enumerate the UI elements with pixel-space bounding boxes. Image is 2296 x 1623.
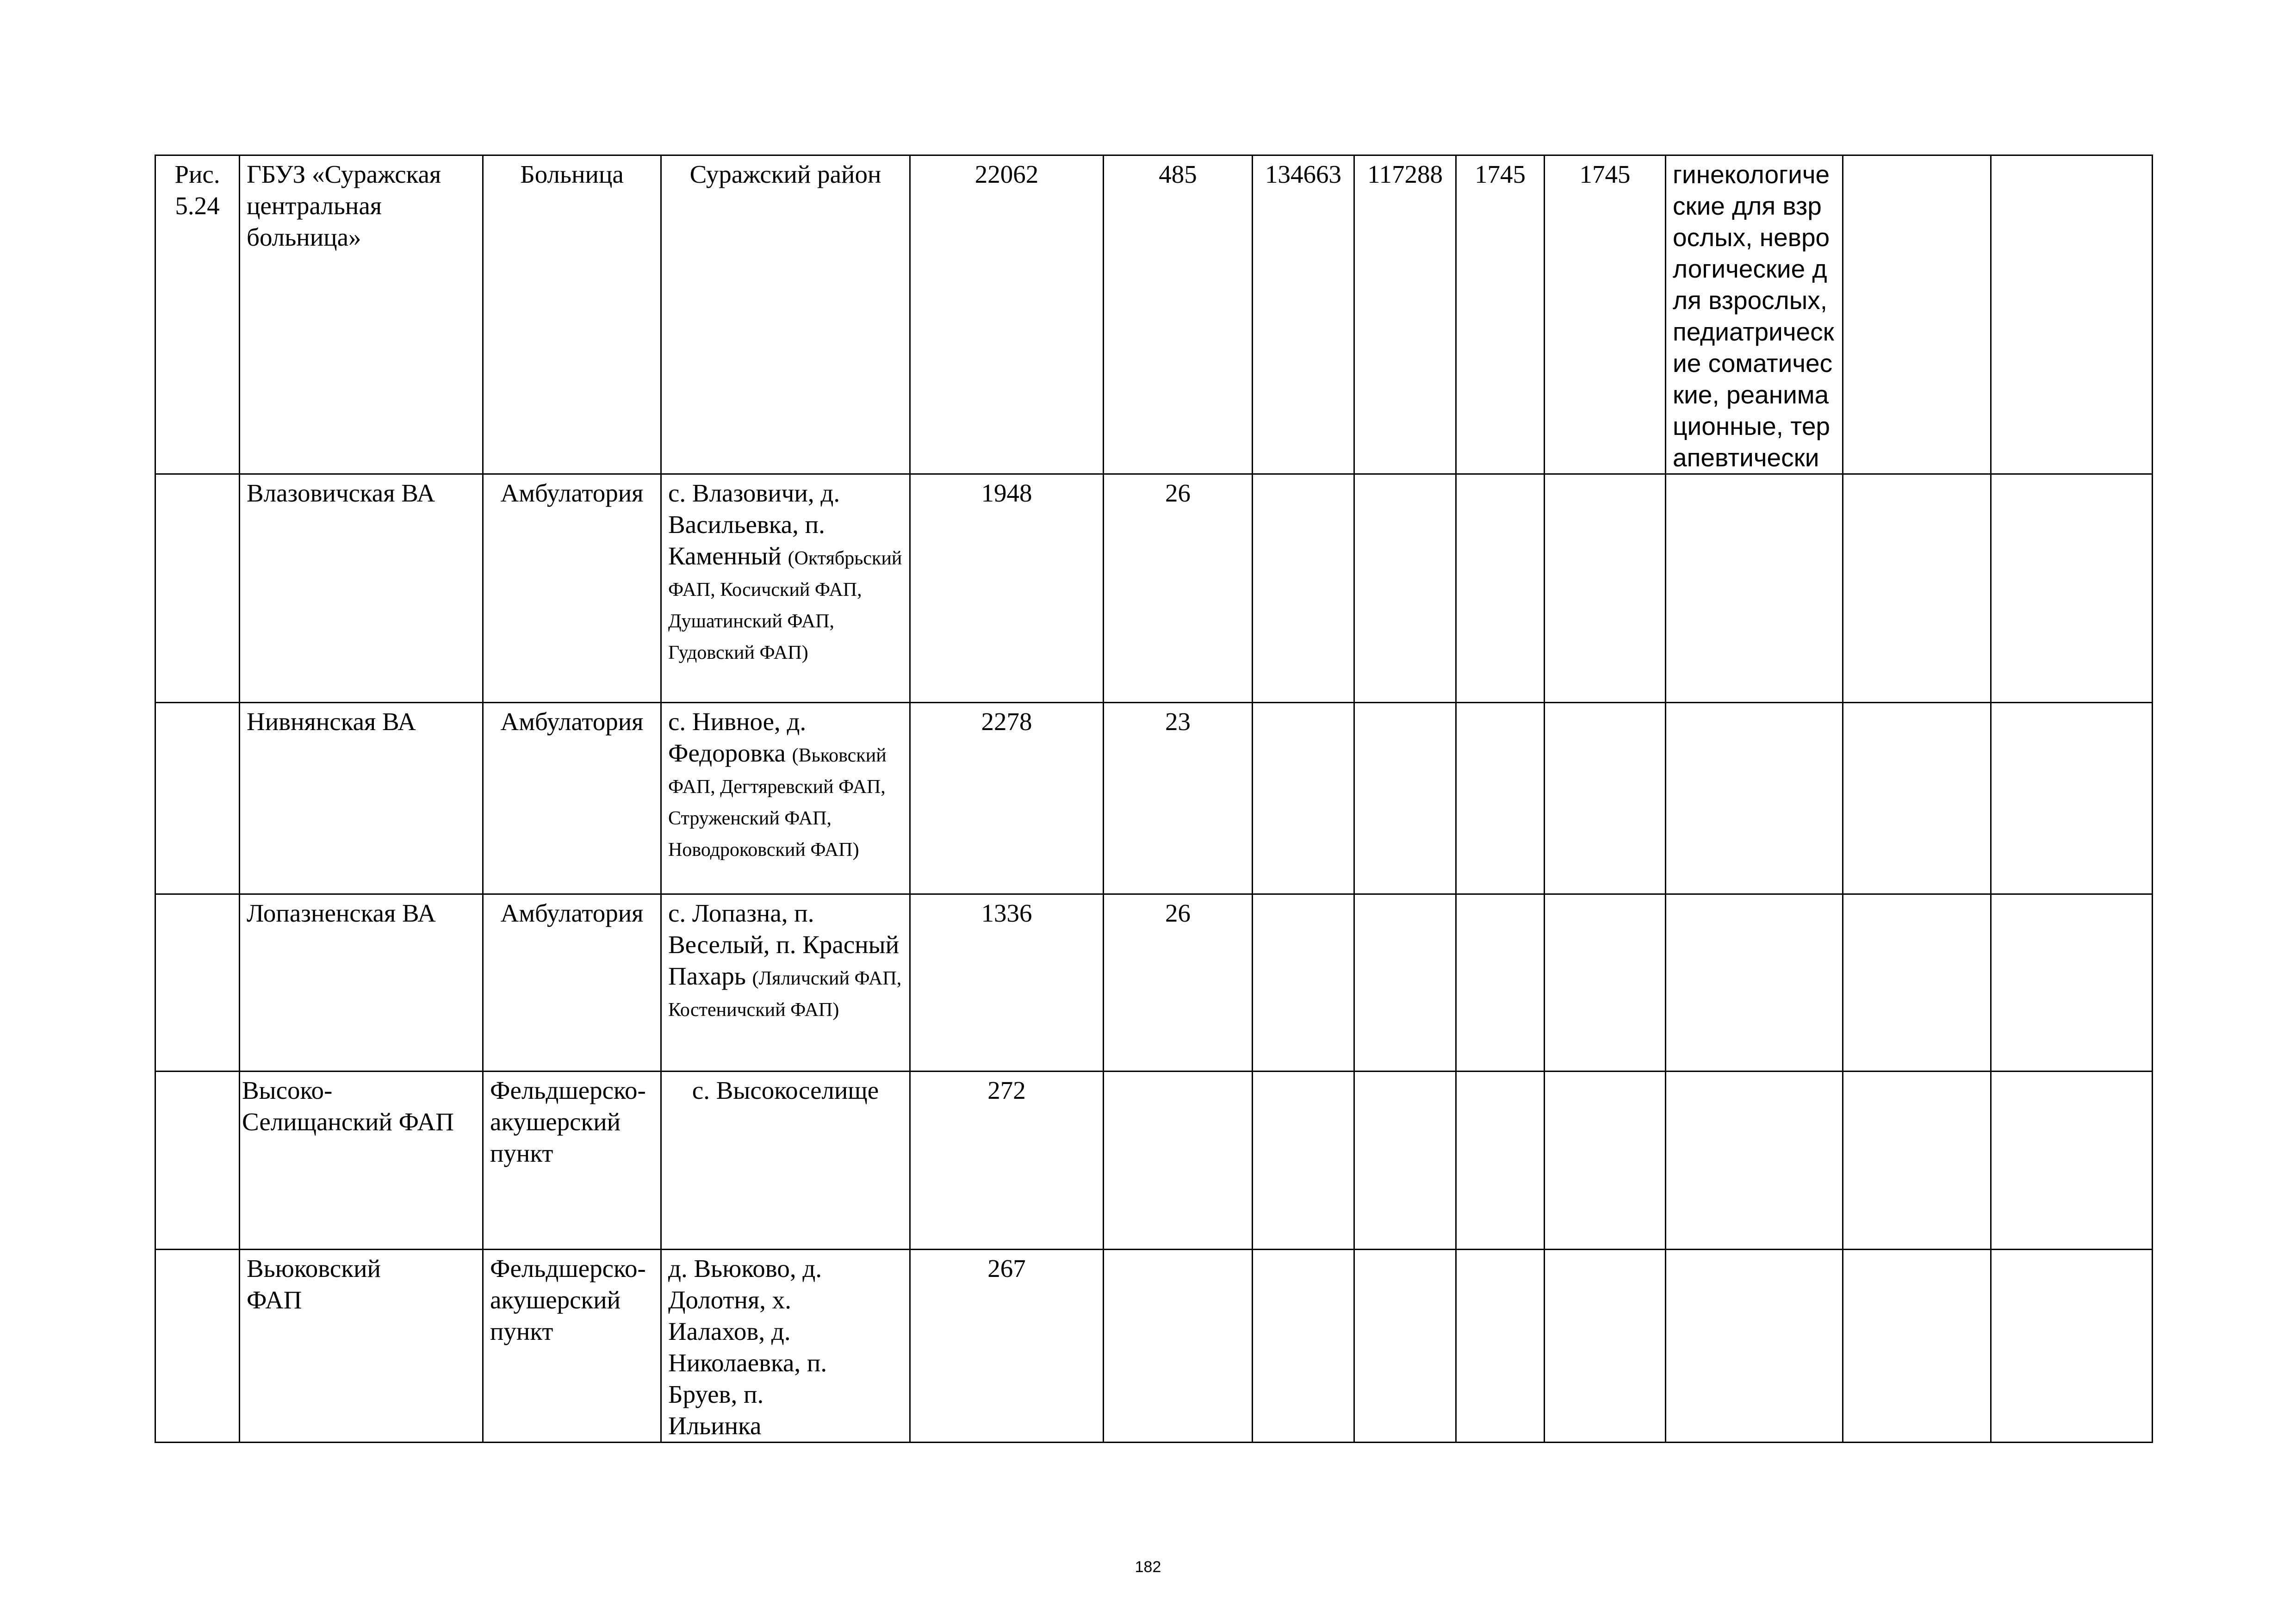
count-cell: 26 xyxy=(1104,894,1253,1072)
area-cell xyxy=(661,474,910,703)
type-cell: Амбулатория xyxy=(483,703,661,894)
empty-cell xyxy=(1545,1072,1666,1250)
area-cell: д. Вьюково, д. Долотня, х. Иалахов, д. Николаевка, п. Бруев, п. Ильинка xyxy=(661,1250,910,1443)
empty-cell xyxy=(155,1250,240,1443)
area-main-text: с. Лопазна, п. Веселый, п. Красный Пахарь xyxy=(668,899,900,990)
empty-cell xyxy=(1545,894,1666,1072)
empty-cell xyxy=(1666,703,1843,894)
empty-cell xyxy=(1545,474,1666,703)
institution-cell: Вьюковский ФАП xyxy=(240,1250,483,1443)
figure-ref-cell: Рис. 5.24 xyxy=(155,155,240,474)
empty-cell xyxy=(1991,1250,2153,1443)
table-row xyxy=(155,703,2153,894)
empty-cell xyxy=(1456,703,1545,894)
empty-cell xyxy=(1991,703,2153,894)
empty-cell xyxy=(1456,1250,1545,1443)
empty-cell xyxy=(1545,703,1666,894)
table-row xyxy=(155,474,2153,703)
empty-cell xyxy=(1253,1072,1354,1250)
table-row xyxy=(155,155,2153,474)
institution-cell: Лопазненская ВА xyxy=(240,894,483,1072)
population-cell: 272 xyxy=(910,1072,1104,1250)
type-cell: Амбулатория xyxy=(483,894,661,1072)
empty-cell xyxy=(1843,1250,1991,1443)
population-cell: 1948 xyxy=(910,474,1104,703)
type-cell: Фельдшерско-акушерский пункт xyxy=(483,1072,661,1250)
value-cell-b: 117288 xyxy=(1354,155,1456,474)
empty-cell xyxy=(1843,703,1991,894)
count-cell: 26 xyxy=(1104,474,1253,703)
empty-cell xyxy=(1991,894,2153,1072)
table-row xyxy=(155,1072,2153,1250)
area-cell xyxy=(661,894,910,1072)
empty-cell xyxy=(1991,474,2153,703)
empty-cell xyxy=(1253,703,1354,894)
area-main-text: с. Влазовичи, д. Васильевка, п. Каменный xyxy=(668,479,840,570)
count-cell: 485 xyxy=(1104,155,1253,474)
institution-cell: Высоко-Селищанский ФАП xyxy=(240,1072,483,1250)
empty-cell xyxy=(155,894,240,1072)
empty-cell xyxy=(1843,1072,1991,1250)
empty-cell xyxy=(1253,1250,1354,1443)
empty-cell xyxy=(1666,1072,1843,1250)
empty-cell xyxy=(1666,1250,1843,1443)
table-row xyxy=(155,1250,2153,1443)
empty-cell xyxy=(1843,474,1991,703)
value-cell-d: 1745 xyxy=(1545,155,1666,474)
empty-cell xyxy=(1843,155,1991,474)
value-cell-a: 134663 xyxy=(1253,155,1354,474)
population-cell: 1336 xyxy=(910,894,1104,1072)
empty-cell xyxy=(1843,894,1991,1072)
institution-cell: Нивнянская ВА xyxy=(240,703,483,894)
area-cell xyxy=(661,703,910,894)
type-cell: Фельдшерско-акушерский пункт xyxy=(483,1250,661,1443)
area-note-text: (Октябрьский ФАП, Косичский ФАП, Душатинский ФАП, Гудовский ФАП) xyxy=(668,548,902,663)
population-cell: 267 xyxy=(910,1250,1104,1443)
empty-cell xyxy=(155,1072,240,1250)
empty-cell xyxy=(1354,1072,1456,1250)
empty-cell xyxy=(1354,703,1456,894)
area-note-text: (Вьковский ФАП, Дегтяревский ФАП, Струженский ФАП, Новодроковский ФАП) xyxy=(668,745,887,861)
empty-cell xyxy=(1456,1072,1545,1250)
area-main-text: с. Нивное, д. Федоровка xyxy=(668,707,807,767)
empty-cell xyxy=(1991,155,2153,474)
institution-cell: Влазовичская ВА xyxy=(240,474,483,703)
table-row xyxy=(155,894,2153,1072)
population-cell: 22062 xyxy=(910,155,1104,474)
area-cell: Суражский район xyxy=(661,155,910,474)
empty-cell xyxy=(1253,474,1354,703)
empty-cell xyxy=(1666,474,1843,703)
empty-cell xyxy=(1666,894,1843,1072)
area-note-text: (Ляличский ФАП, Костеничский ФАП) xyxy=(668,968,902,1021)
value-cell-c: 1745 xyxy=(1456,155,1545,474)
empty-cell xyxy=(1456,474,1545,703)
empty-cell xyxy=(155,703,240,894)
count-cell: 23 xyxy=(1104,703,1253,894)
count-cell xyxy=(1104,1072,1253,1250)
type-cell: Амбулатория xyxy=(483,474,661,703)
institution-cell: ГБУЗ «Суражская центральная больница» xyxy=(240,155,483,474)
population-cell: 2278 xyxy=(910,703,1104,894)
departments-cell: гинекологические для взрослых, неврологические для взрослых, педиатрические соматические, реанимационные, терапевтически xyxy=(1666,155,1843,474)
data-table xyxy=(155,155,2153,1443)
empty-cell xyxy=(1456,894,1545,1072)
empty-cell xyxy=(1354,894,1456,1072)
empty-cell xyxy=(1545,1250,1666,1443)
empty-cell xyxy=(1991,1072,2153,1250)
page-number: 182 xyxy=(1135,1558,1161,1576)
count-cell xyxy=(1104,1250,1253,1443)
empty-cell xyxy=(1253,894,1354,1072)
empty-cell xyxy=(155,474,240,703)
empty-cell xyxy=(1354,474,1456,703)
type-cell: Больница xyxy=(483,155,661,474)
empty-cell xyxy=(1354,1250,1456,1443)
area-cell: с. Высокоселище xyxy=(661,1072,910,1250)
